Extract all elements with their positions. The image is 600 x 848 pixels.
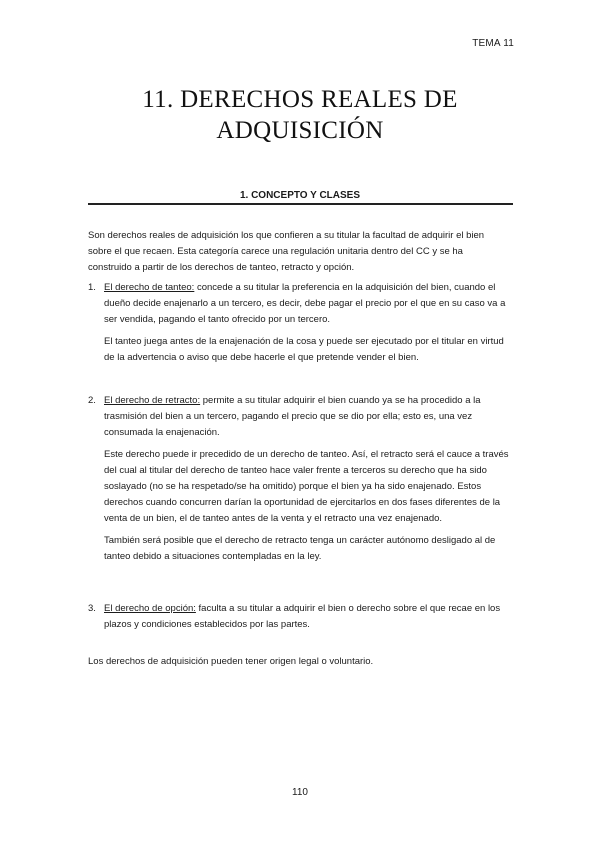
list-item-definition <box>104 280 512 328</box>
list-item-content <box>104 280 512 366</box>
list-item-opcion <box>88 601 512 633</box>
paragraph-retracto-2: También será posible que el derecho de retracto tenga un carácter autónomo desligado al de tanteo debido a situaciones contempladas en la ley. <box>104 535 496 562</box>
list-item-definition <box>104 601 512 633</box>
page-title-line-1: 11. DERECHOS REALES DE <box>142 86 458 113</box>
term-retracto: El derecho de retracto: <box>104 395 201 406</box>
list-item-number: 2. <box>88 395 96 406</box>
paragraph-tanteo-1: El tanteo juega antes de la enajenación de la cosa y puede ser ejecutado por el titular en virtud de la advertencia o aviso que debe hacerle el que pretende vender el bien. <box>104 336 504 363</box>
definition-retracto: permite a su titular adquirir el bien cuando ya se ha procedido a la trasmisión del bien a un tercero, pagando el precio que se dio por ella; esto es, una vez consumada la enajenación. <box>104 395 481 438</box>
page-number: 110 <box>292 787 308 798</box>
term-opcion: El derecho de opción: <box>104 603 196 614</box>
list-item-number: 3. <box>88 603 96 614</box>
definition-tanteo: concede a su titular la preferencia en la adquisición del bien, cuando el dueño decide enajenarlo a un tercero, es decir, debe pagar el precio por el que en su caso va a ser vendida, pagando el tanto ofrecido por un tercero. <box>104 282 506 325</box>
list-item-retracto <box>88 393 512 565</box>
section-heading: 1. CONCEPTO Y CLASES <box>239 190 361 201</box>
definition-opcion: faculta a su titular a adquirir el bien o derecho sobre el que recae en los plazos y condiciones establecidos por las partes. <box>104 603 501 630</box>
list-item-definition <box>104 393 512 441</box>
list-item-content <box>104 393 512 565</box>
intro-paragraph: Son derechos reales de adquisición los que confieren a su titular la facultad de adquirir el bien sobre el que recaen. Esta categoría carece una regulación unitaria dentro del CC y se ha construido a partir de los derechos de tanteo, retracto y opción. <box>88 230 485 273</box>
page-title-line-2: ADQUISICIÓN <box>216 117 384 144</box>
list-item-content <box>104 601 512 633</box>
section-divider <box>88 203 513 205</box>
list-item-tanteo <box>88 280 512 366</box>
term-tanteo: El derecho de tanteo: <box>104 282 195 293</box>
paragraph-retracto-1: Este derecho puede ir precedido de un derecho de tanteo. Así, el retracto será el cauce a través del cual al titular del derecho de tanteo hace valer frente a terceros su derecho que ha sido soslayado (no se ha respetado/se ha omitido) porque el bien ya ha sido enajenado. Estos derechos cuando concurren darían la oportunidad de ejercitarlos en dos fases diferentes de la venta de un bien, el de tanteo antes de la venta y el retracto una vez enajenado. <box>104 449 509 524</box>
chapter-tag: TEMA 11 <box>472 38 514 49</box>
list-item-number: 1. <box>88 282 96 293</box>
closing-paragraph: Los derechos de adquisición pueden tener origen legal o voluntario. <box>88 656 374 667</box>
page-title <box>0 84 600 146</box>
